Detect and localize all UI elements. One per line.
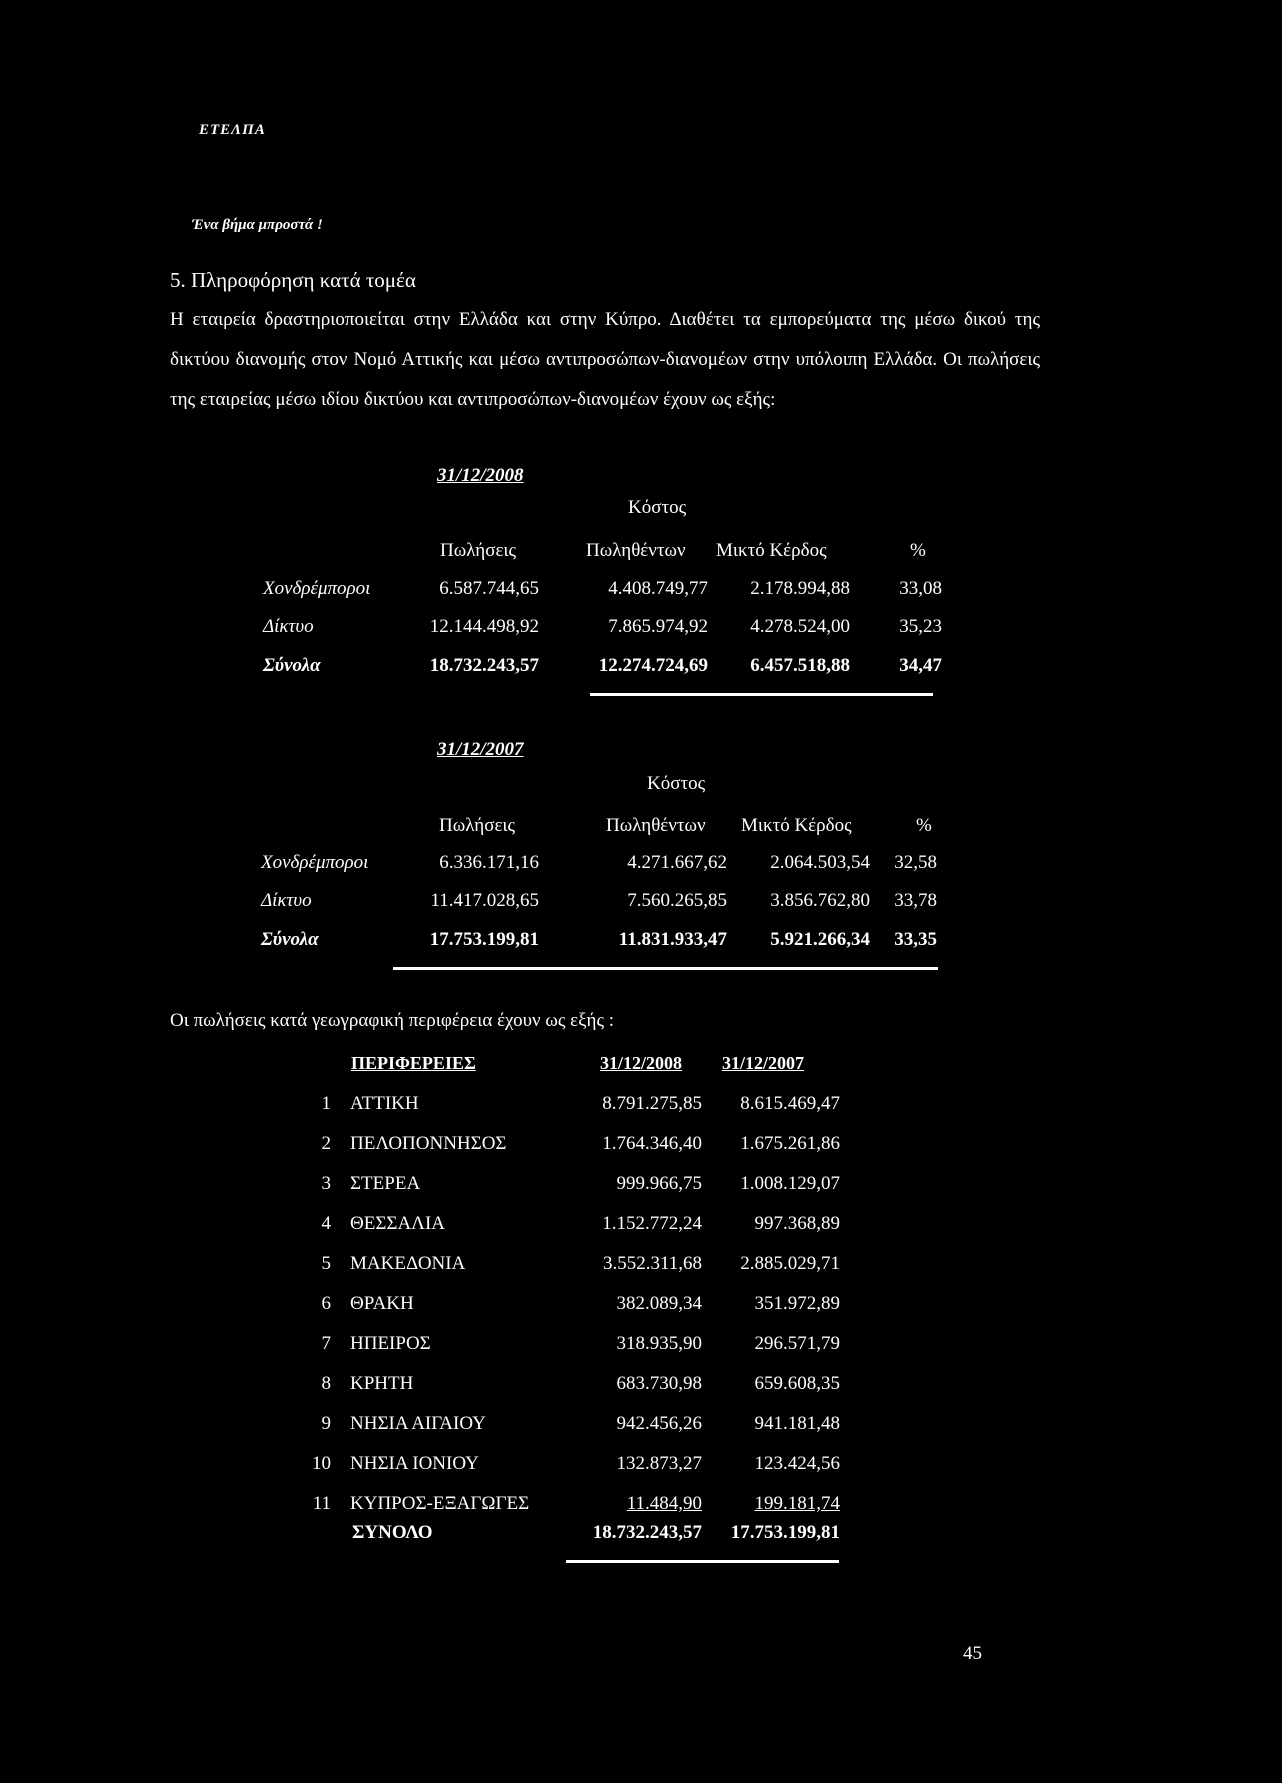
- region-number: 9: [321, 1413, 331, 1434]
- header-sales: Πωλήσεις: [439, 815, 516, 836]
- total-underline: [590, 693, 933, 696]
- region-value-2008: 318.935,90: [616, 1333, 702, 1354]
- cell-gross-profit: 6.457.518,88: [750, 655, 850, 676]
- region-number: 2: [321, 1133, 331, 1154]
- region-value-2007: 296.571,79: [754, 1333, 840, 1354]
- cell-gross-profit: 3.856.762,80: [770, 890, 870, 911]
- region-name: ΘΡΑΚΗ: [350, 1293, 414, 1314]
- header-gross-profit: Μικτό Κέρδος: [741, 815, 852, 836]
- cell-sales: 18.732.243,57: [429, 655, 539, 676]
- region-value-2008: 942.456,26: [616, 1413, 702, 1434]
- total-2008: 18.732.243,57: [592, 1522, 702, 1543]
- row-label-totals: Σύνολα: [261, 929, 319, 950]
- region-value-2007: 123.424,56: [754, 1453, 840, 1474]
- region-name: ΝΗΣΙΑ ΑΙΓΑΙΟΥ: [350, 1413, 486, 1434]
- header-cost: Πωληθέντων: [606, 815, 706, 836]
- cell-sales: 6.587.744,65: [439, 578, 539, 599]
- row-label-wholesalers: Χονδρέμποροι: [261, 852, 369, 873]
- region-name: ΝΗΣΙΑ ΙΟΝΙΟΥ: [350, 1453, 479, 1474]
- company-logo: ΕΤΕΛΠΑ: [199, 122, 266, 138]
- region-value-2008: 8.791.275,85: [602, 1093, 702, 1114]
- region-name: ΠΕΛΟΠΟΝΝΗΣΟΣ: [350, 1133, 507, 1154]
- region-number: 10: [312, 1453, 331, 1474]
- region-name: ΚΥΠΡΟΣ-ΕΞΑΓΩΓΕΣ: [350, 1493, 530, 1514]
- region-number: 5: [321, 1253, 331, 1274]
- row-label-totals: Σύνολα: [263, 655, 321, 676]
- region-value-2007: 2.885.029,71: [740, 1253, 840, 1274]
- header-percent: %: [910, 540, 926, 561]
- region-number: 3: [321, 1173, 331, 1194]
- region-value-2007: 351.972,89: [754, 1293, 840, 1314]
- cell-percent: 33,78: [894, 890, 937, 911]
- section-title: 5. Πληροφόρηση κατά τομέα: [170, 268, 416, 292]
- cell-gross-profit: 4.278.524,00: [750, 616, 850, 637]
- header-percent: %: [916, 815, 932, 836]
- region-value-2008: 999.966,75: [616, 1173, 702, 1194]
- cell-cost: 7.560.265,85: [627, 890, 727, 911]
- total-label: ΣΥΝΟΛΟ: [352, 1522, 433, 1543]
- cell-cost: 11.831.933,47: [618, 929, 727, 950]
- region-value-2008: 3.552.311,68: [602, 1253, 702, 1274]
- region-name: ΣΤΕΡΕΑ: [350, 1173, 421, 1194]
- region-number: 1: [321, 1093, 331, 1114]
- cell-cost: 4.408.749,77: [608, 578, 708, 599]
- cell-sales: 11.417.028,65: [430, 890, 539, 911]
- region-number: 4: [321, 1213, 331, 1234]
- cell-cost: 4.271.667,62: [627, 852, 727, 873]
- region-name: ΜΑΚΕΔΟΝΙΑ: [350, 1253, 466, 1274]
- cell-sales: 6.336.171,16: [439, 852, 539, 873]
- region-value-2007: 659.608,35: [754, 1373, 840, 1394]
- region-number: 6: [321, 1293, 331, 1314]
- cell-percent: 33,08: [899, 578, 942, 599]
- total-2007: 17.753.199,81: [730, 1522, 840, 1543]
- row-label-network: Δίκτυο: [263, 616, 314, 637]
- region-number: 11: [312, 1493, 331, 1514]
- region-name: ΑΤΤΙΚΗ: [350, 1093, 419, 1114]
- region-value-2008: 683.730,98: [616, 1373, 702, 1394]
- cell-percent: 34,47: [899, 655, 942, 676]
- region-value-2007: 997.368,89: [754, 1213, 840, 1234]
- region-value-2007: 1.008.129,07: [740, 1173, 840, 1194]
- region-value-2007: 941.181,48: [754, 1413, 840, 1434]
- header-regions: ΠΕΡΙΦΕΡΕΙΕΣ: [351, 1053, 476, 1073]
- header-sales: Πωλήσεις: [440, 540, 517, 561]
- region-number: 8: [321, 1373, 331, 1394]
- page-number: 45: [963, 1643, 982, 1664]
- header-cost: Πωληθέντων: [586, 540, 686, 561]
- region-value-2008: 1.152.772,24: [602, 1213, 702, 1234]
- region-value-2007: 8.615.469,47: [740, 1093, 840, 1114]
- cell-percent: 33,35: [894, 929, 937, 950]
- intro-paragraph: Η εταιρεία δραστηριοποιείται στην Ελλάδα και στην Κύπρο. Διαθέτει τα εμπορεύματα της μέσω δικού της δικτύου διανομής στον Νομό Αττικής και μέσω αντιπροσώπων-διανομέων στην υπόλοιπη Ελλάδα. Οι πωλήσεις της εταιρείας μέσω ιδίου δικτύου και αντιπροσώπων-διανομέων έχουν ως εξής:: [170, 309, 1040, 410]
- header-cost-top: Κόστος: [647, 773, 706, 794]
- table-date: 31/12/2007: [437, 739, 524, 760]
- region-value-2008: 382.089,34: [616, 1293, 702, 1314]
- region-value-2008: 132.873,27: [616, 1453, 702, 1474]
- table-date: 31/12/2008: [437, 465, 524, 486]
- header-cost-top: Κόστος: [628, 497, 687, 518]
- cell-cost: 7.865.974,92: [608, 616, 708, 637]
- region-name: ΚΡΗΤΗ: [350, 1373, 414, 1394]
- total-underline: [566, 1560, 839, 1563]
- total-underline: [393, 967, 938, 970]
- row-label-network: Δίκτυο: [261, 890, 312, 911]
- region-value-2008: 1.764.346,40: [602, 1133, 702, 1154]
- region-value-2007: 199.181,74: [754, 1493, 840, 1514]
- cell-percent: 35,23: [899, 616, 942, 637]
- geo-intro: Οι πωλήσεις κατά γεωγραφική περιφέρεια έχουν ως εξής :: [170, 1010, 615, 1031]
- region-number: 7: [321, 1333, 331, 1354]
- header-gross-profit: Μικτό Κέρδος: [716, 540, 827, 561]
- company-slogan: Ένα βήμα μπροστά !: [192, 217, 323, 233]
- cell-cost: 12.274.724,69: [598, 655, 708, 676]
- cell-gross-profit: 5.921.266,34: [770, 929, 870, 950]
- header-2007: 31/12/2007: [722, 1053, 805, 1073]
- cell-sales: 12.144.498,92: [429, 616, 539, 637]
- region-name: ΗΠΕΙΡΟΣ: [350, 1333, 431, 1354]
- region-value-2007: 1.675.261,86: [740, 1133, 840, 1154]
- header-2008: 31/12/2008: [600, 1053, 683, 1073]
- region-value-2008: 11.484,90: [626, 1493, 702, 1514]
- cell-gross-profit: 2.178.994,88: [750, 578, 850, 599]
- cell-gross-profit: 2.064.503,54: [770, 852, 870, 873]
- row-label-wholesalers: Χονδρέμποροι: [263, 578, 371, 599]
- cell-percent: 32,58: [894, 852, 937, 873]
- cell-sales: 17.753.199,81: [429, 929, 539, 950]
- region-name: ΘΕΣΣΑΛΙΑ: [350, 1213, 445, 1234]
